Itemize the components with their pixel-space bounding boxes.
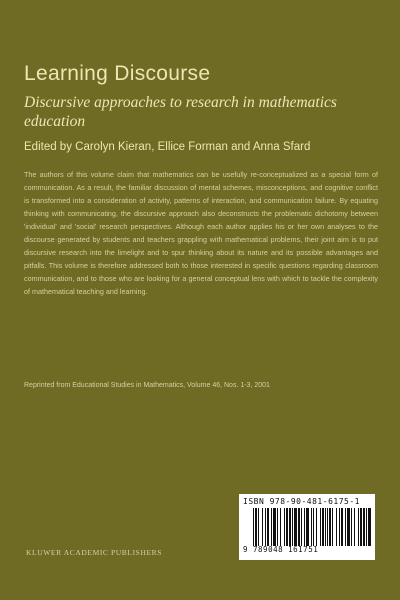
barcode-bar — [277, 508, 278, 546]
barcode-bar — [341, 508, 343, 546]
barcode-bar — [271, 508, 272, 546]
barcode-bar — [262, 508, 263, 546]
barcode-bar — [360, 508, 362, 546]
publisher-name: KLUWER ACADEMIC PUBLISHERS — [26, 548, 163, 557]
barcode-bar — [351, 508, 352, 546]
barcode-bar — [325, 508, 326, 546]
barcode-bar — [345, 508, 346, 546]
barcode-bar — [322, 508, 324, 546]
barcode-bar — [304, 508, 305, 546]
barcode-bar — [258, 508, 259, 546]
barcode-bar — [329, 508, 331, 546]
reprint-note: Reprinted from Educational Studies in Mathematics, Volume 46, Nos. 1-3, 2001 — [24, 382, 270, 389]
barcode-icon — [251, 508, 371, 546]
barcode-bar — [255, 508, 257, 546]
barcode-bar — [347, 508, 350, 546]
isbn-barcode-box — [239, 494, 375, 560]
barcode-bar — [301, 508, 302, 546]
barcode-bar — [320, 508, 321, 546]
barcode-bar — [339, 508, 340, 546]
book-description: The authors of this volume claim that mathematics can be usefully re-conceptualized as a special form of communication. As a result, the familiar discussion of mental schemes, misconceptions, and cognitive conflict is transformed into a consideration of activity, patterns of interaction, and communication failure. By equating thinking with communicating, the discursive approach also deconstructs the problematic dichotomy between 'individual' and 'social' research perspectives. Although each author applies his or her own analyses to the discourse generated by students and teachers grappling with mathematical problems, their joint aim is to put discursive research into the limelight and to spur thinking about its nature and its possible advantages and pitfalls. This volume is therefore addressed both to those interested in specific questions regarding classroom communication, and to those who are looking for a general conceptual lens with which to tackle the complexity of mathematical teaching and learning. — [24, 170, 378, 296]
barcode-bar — [366, 508, 367, 546]
book-subtitle: Discursive approaches to research in mathematics education — [24, 94, 337, 130]
isbn-number: ISBN 978-90-481-6175-1 — [243, 497, 360, 506]
barcode-bar — [280, 508, 281, 546]
barcode-bar — [286, 508, 288, 546]
barcode-bar — [327, 508, 328, 546]
barcode-bar — [354, 508, 355, 546]
barcode-bar — [267, 508, 269, 546]
barcode-bar — [336, 508, 337, 546]
barcode-bar — [316, 508, 317, 546]
barcode-bar — [292, 508, 293, 546]
book-title: Learning Discourse — [24, 62, 211, 85]
editors-line: Edited by Carolyn Kieran, Ellice Forman and Anna Sfard — [24, 141, 311, 153]
barcode-bar — [284, 508, 285, 546]
barcode-bar — [298, 508, 300, 546]
barcode-bar — [313, 508, 314, 546]
barcode-bar — [311, 508, 312, 546]
barcode-bar — [265, 508, 266, 546]
barcode-digits: 9 789048 161751 — [243, 545, 319, 554]
barcode-bar — [332, 508, 333, 546]
barcode-bar — [294, 508, 297, 546]
barcode-bar — [358, 508, 359, 546]
barcode-bar — [363, 508, 365, 546]
barcode-bar — [253, 508, 254, 546]
barcode-bar — [306, 508, 309, 546]
barcode-bar — [289, 508, 291, 546]
barcode-bar — [368, 508, 371, 546]
barcode-bar — [273, 508, 276, 546]
